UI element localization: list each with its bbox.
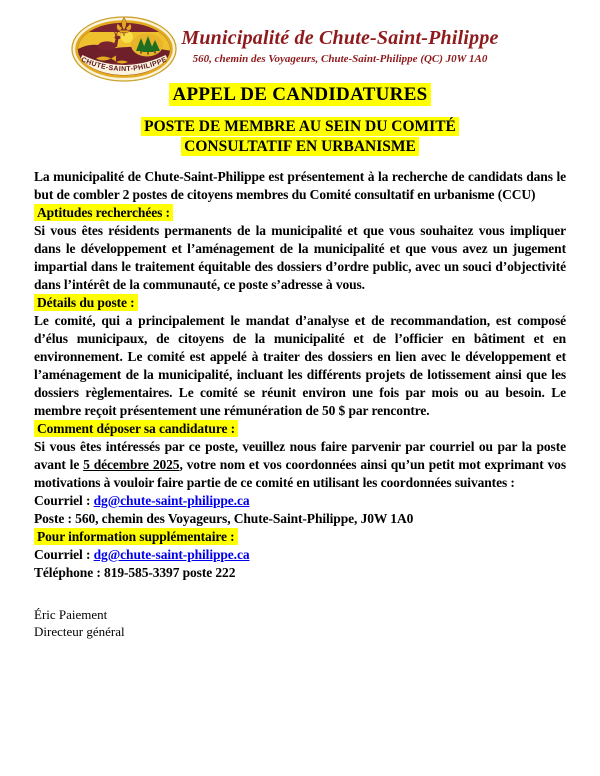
subtitle: [0, 117, 600, 156]
info-email-link[interactable]: dg@chute-saint-philippe.ca: [93, 547, 250, 562]
document-titles: [0, 84, 600, 156]
municipality-address: 560, chemin des Voyageurs, Chute-Saint-Philippe (QC) J0W 1A0: [192, 53, 488, 65]
signature-title: Directeur général: [34, 624, 125, 639]
logo-graphic: [70, 13, 178, 83]
signature-block: [34, 606, 566, 640]
info-email-label: Courriel :: [34, 547, 91, 562]
subtitle-line-2: CONSULTATIF EN URBANISME: [181, 137, 419, 156]
logo-arc-text: CHUTE-SAINT-PHILIPPE: [79, 56, 169, 74]
apply-text-before-date: Si vous êtes intéressés par ce poste, veuillez nous faire parvenir par courriel ou par la poste avant le: [34, 439, 566, 472]
apply-email-line: [34, 492, 566, 510]
municipality-logo: [70, 13, 178, 83]
section-heading-details-text: Détails du poste :: [34, 294, 138, 311]
section-heading-aptitudes: [34, 204, 566, 222]
section-heading-apply: [34, 420, 566, 438]
section-heading-apply-text: Comment déposer sa candidature :: [34, 420, 238, 437]
apply-paragraph: [34, 438, 566, 492]
apply-email-label: Courriel :: [34, 493, 91, 508]
intro-paragraph: La municipalité de Chute-Saint-Philippe est présentement à la recherche de candidats dans le but de combler 2 postes de citoyens membres du Comité consultatif en urbanisme (CCU): [34, 169, 566, 202]
aptitudes-paragraph: Si vous êtes résidents permanents de la municipalité et que vous souhaitez vous impliquer dans le développement et l’aménagement de la municipalité et que vous avez un jugement impartial dans le traitement équitable des dossiers d’ordre public, avec un souci d’objectivité dans l’intérêt de la communauté, ce poste s’adresse à vous.: [34, 223, 566, 292]
main-title-text: APPEL DE CANDIDATURES: [169, 83, 430, 106]
apply-post-line: Poste : 560, chemin des Voyageurs, Chute-Saint-Philippe, J0W 1A0: [34, 511, 414, 526]
subtitle-line-1: POSTE DE MEMBRE AU SEIN DU COMITÉ: [141, 117, 459, 136]
municipality-name: Municipalité de Chute-Saint-Philippe: [181, 27, 499, 49]
info-email-line: [34, 546, 566, 564]
main-title: [0, 84, 600, 106]
section-heading-info: [34, 528, 566, 546]
apply-text-after-date: , votre nom et vos coordonnées ainsi qu’un petit mot exprimant vos motivations à vouloir faire partie de ce comité en utilisant les coordonnées suivantes :: [34, 457, 566, 490]
letterhead: [172, 27, 508, 65]
deadline-date: 5 décembre 2025: [83, 457, 180, 472]
document-body: [34, 168, 566, 640]
details-paragraph: Le comité, qui a principalement le mandat d’analyse et de recommandation, est composé d’élus municipaux, de citoyens de la municipalité et de l’officier en bâtiment et en environnement. Le comité est appelé à traiter des dossiers en lien avec le développement et l’aménagement de la municipalité, incluant les différents projets de lotissement ainsi que les dossiers règlementaires. Le comité se réunit environ une fois par mois ou au besoin. Le membre reçoit présentement une rémunération de 50 $ par rencontre.: [34, 313, 566, 418]
section-heading-aptitudes-text: Aptitudes recherchées :: [34, 204, 173, 221]
apply-email-link[interactable]: dg@chute-saint-philippe.ca: [93, 493, 250, 508]
section-heading-info-text: Pour information supplémentaire :: [34, 528, 238, 545]
section-heading-details: [34, 294, 566, 312]
info-phone-line: Téléphone : 819-585-3397 poste 222: [34, 565, 236, 580]
signature-name: Éric Paiement: [34, 607, 108, 622]
